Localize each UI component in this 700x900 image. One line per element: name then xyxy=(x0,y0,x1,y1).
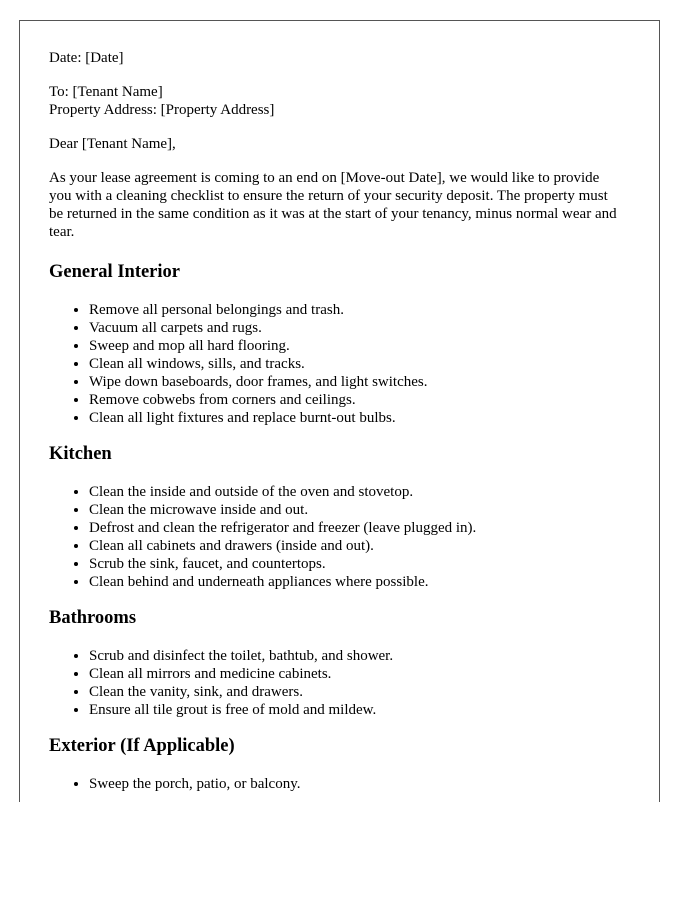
list-item: • Clean the inside and outside of the oven and stovetop. xyxy=(89,483,619,501)
recipient-block xyxy=(49,83,619,119)
to-line: To: [Tenant Name] xyxy=(49,84,163,100)
list-item: • Clean all cabinets and drawers (inside and out). xyxy=(89,537,619,555)
checklist-general-interior xyxy=(49,301,619,427)
list-item: • Clean all windows, sills, and tracks. xyxy=(89,355,619,373)
date-line: Date: [Date] xyxy=(49,50,124,66)
checklist-exterior xyxy=(49,775,619,793)
list-item: • Remove all personal belongings and trash. xyxy=(89,301,619,319)
section-title-general-interior: General Interior xyxy=(49,262,180,282)
intro-paragraph: As your lease agreement is coming to an end on [Move-out Date], we would like to provide you with a cleaning checklist to ensure the return of your security deposit. The property must be returned in the same condition as it was at the start of your tenancy, minus normal wear and tear. xyxy=(49,170,617,240)
list-item: • Vacuum all carpets and rugs. xyxy=(89,319,619,337)
list-item: • Sweep the porch, patio, or balcony. xyxy=(89,775,619,793)
section-title-kitchen: Kitchen xyxy=(49,444,112,464)
letter-content xyxy=(49,49,619,802)
list-item: • Ensure all tile grout is free of mold and mildew. xyxy=(89,701,619,719)
list-item: • Scrub and disinfect the toilet, bathtub, and shower. xyxy=(89,647,619,665)
list-item: • Sweep and mop all hard flooring. xyxy=(89,337,619,355)
list-item: • Scrub the sink, faucet, and countertops. xyxy=(89,555,619,573)
list-item: • Clean all mirrors and medicine cabinets. xyxy=(89,665,619,683)
salutation: Dear [Tenant Name], xyxy=(49,136,176,152)
section-title-exterior: Exterior (If Applicable) xyxy=(49,736,235,756)
list-item: • Clean the microwave inside and out. xyxy=(89,501,619,519)
list-item: • Remove cobwebs from corners and ceilings. xyxy=(89,391,619,409)
list-item: • Clean the vanity, sink, and drawers. xyxy=(89,683,619,701)
list-item: • Wipe down baseboards, door frames, and light switches. xyxy=(89,373,619,391)
checklist-bathrooms xyxy=(49,647,619,719)
checklist-kitchen xyxy=(49,483,619,591)
list-item: • Defrost and clean the refrigerator and freezer (leave plugged in). xyxy=(89,519,619,537)
list-item: • Clean behind and underneath appliances where possible. xyxy=(89,573,619,591)
letter-page xyxy=(19,20,660,802)
address-line: Property Address: [Property Address] xyxy=(49,102,275,118)
list-item: • Clean all light fixtures and replace burnt-out bulbs. xyxy=(89,409,619,427)
section-title-bathrooms: Bathrooms xyxy=(49,608,137,628)
